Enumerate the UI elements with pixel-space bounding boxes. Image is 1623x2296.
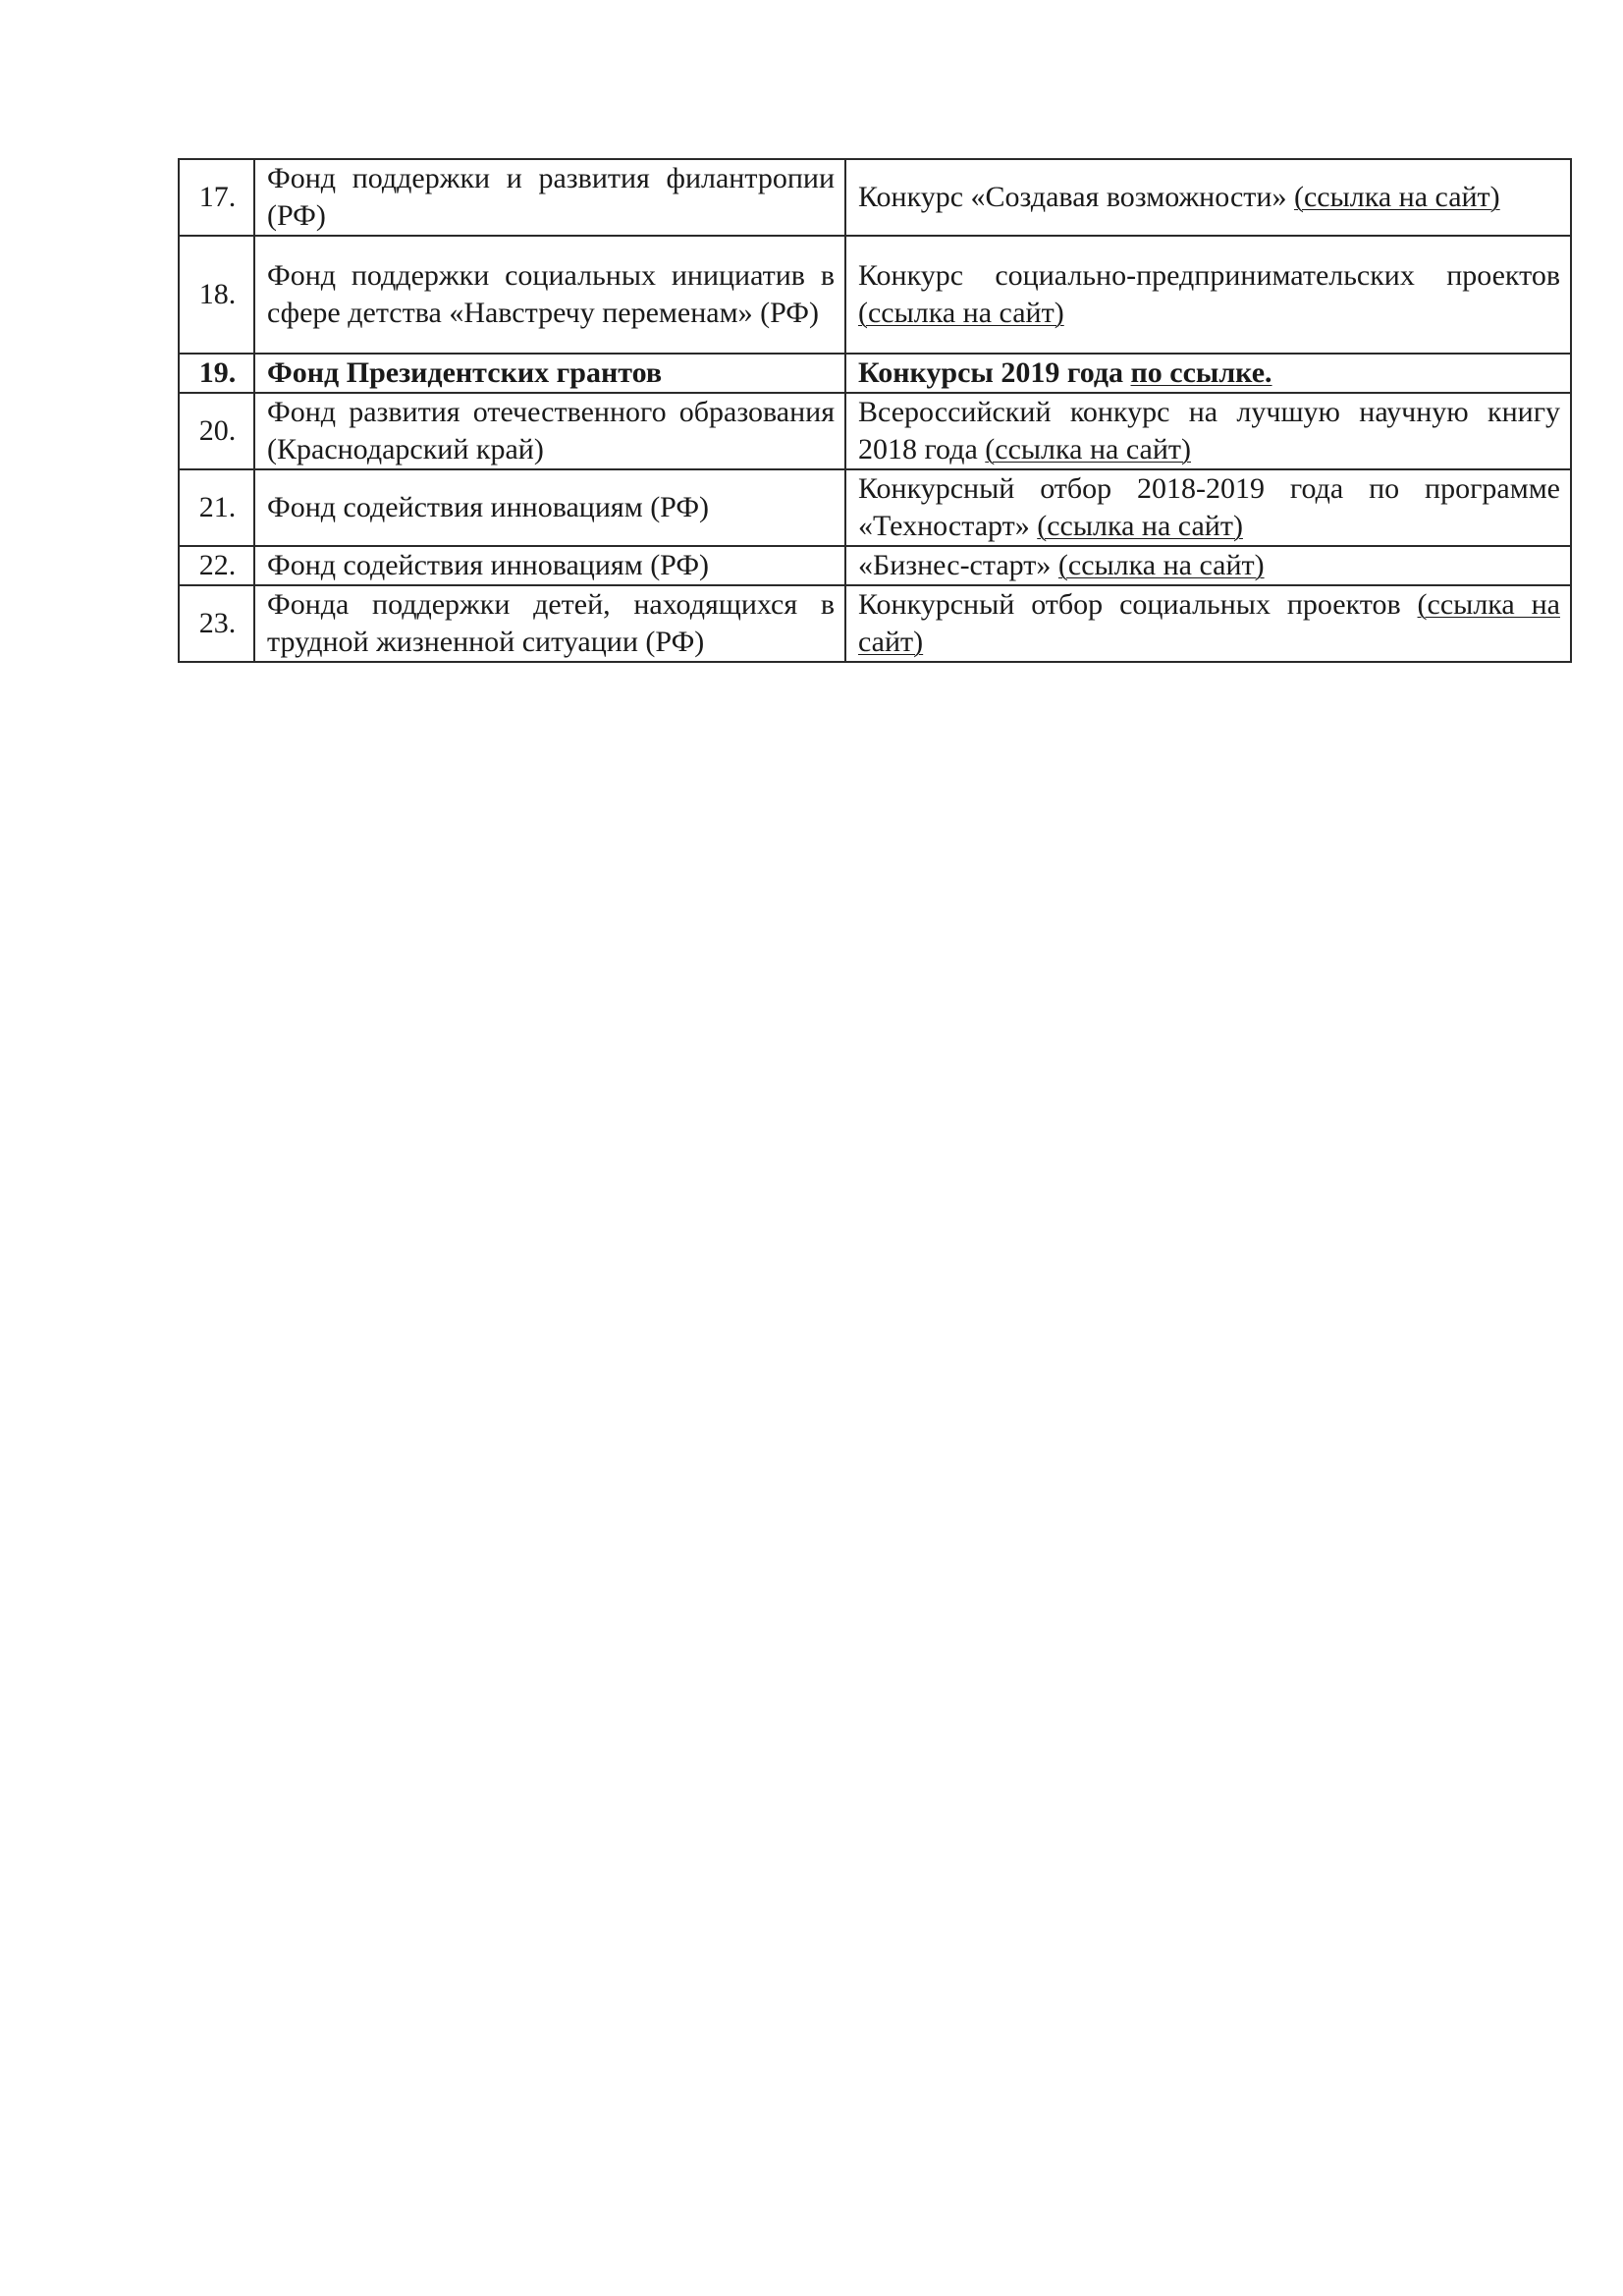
- program-name: «Бизнес-старт»: [858, 549, 1052, 581]
- table-row: [179, 236, 1571, 354]
- site-link[interactable]: (ссылка на сайт): [858, 588, 1560, 658]
- organization-name: Фонд развития отечественного образования (Краснодарский край): [254, 393, 845, 469]
- grants-table: [178, 158, 1572, 663]
- organization-name: Фонда поддержки детей, находящихся в трудной жизненной ситуации (РФ): [254, 585, 845, 662]
- site-link[interactable]: (ссылка на сайт): [985, 433, 1191, 465]
- row-number: 17.: [179, 159, 254, 236]
- program-name: Конкурсы 2019 года: [858, 356, 1124, 389]
- organization-name: Фонд содействия инновациям (РФ): [254, 469, 845, 546]
- row-number: 20.: [179, 393, 254, 469]
- table-row: [179, 354, 1571, 393]
- row-number: 22.: [179, 546, 254, 585]
- program-name: Всероссийский конкурс на лучшую научную книгу 2018 года: [858, 396, 1560, 465]
- table-row: [179, 469, 1571, 546]
- program-name: Конкурс «Создавая возможности»: [858, 181, 1287, 213]
- program-cell: [845, 546, 1571, 585]
- site-link[interactable]: по ссылке.: [1130, 356, 1272, 389]
- row-number: 19.: [179, 354, 254, 393]
- program-name: Конкурс социально-предпринимательских проектов: [858, 259, 1560, 292]
- row-number: 18.: [179, 236, 254, 354]
- organization-name: Фонд Президентских грантов: [254, 354, 845, 393]
- program-cell: [845, 393, 1571, 469]
- program-name: Конкурсный отбор социальных проектов: [858, 588, 1401, 621]
- site-link[interactable]: (ссылка на сайт): [1057, 549, 1265, 581]
- program-name: Конкурсный отбор 2018-2019 года по программе «Техностарт»: [858, 472, 1560, 542]
- program-cell: [845, 585, 1571, 662]
- program-cell: [845, 354, 1571, 393]
- program-cell: [845, 469, 1571, 546]
- table-row: [179, 585, 1571, 662]
- table-row: [179, 159, 1571, 236]
- table-row: [179, 546, 1571, 585]
- site-link[interactable]: (ссылка на сайт): [858, 297, 1064, 329]
- site-link[interactable]: (ссылка на сайт): [1037, 510, 1243, 542]
- organization-name: Фонд поддержки социальных инициатив в сфере детства «Навстречу переменам» (РФ): [254, 236, 845, 354]
- organization-name: Фонд поддержки и развития филантропии (РФ): [254, 159, 845, 236]
- program-cell: [845, 159, 1571, 236]
- row-number: 21.: [179, 469, 254, 546]
- organization-name: Фонд содействия инновациям (РФ): [254, 546, 845, 585]
- program-cell: [845, 236, 1571, 354]
- site-link[interactable]: (ссылка на сайт): [1293, 181, 1500, 213]
- table-row: [179, 393, 1571, 469]
- row-number: 23.: [179, 585, 254, 662]
